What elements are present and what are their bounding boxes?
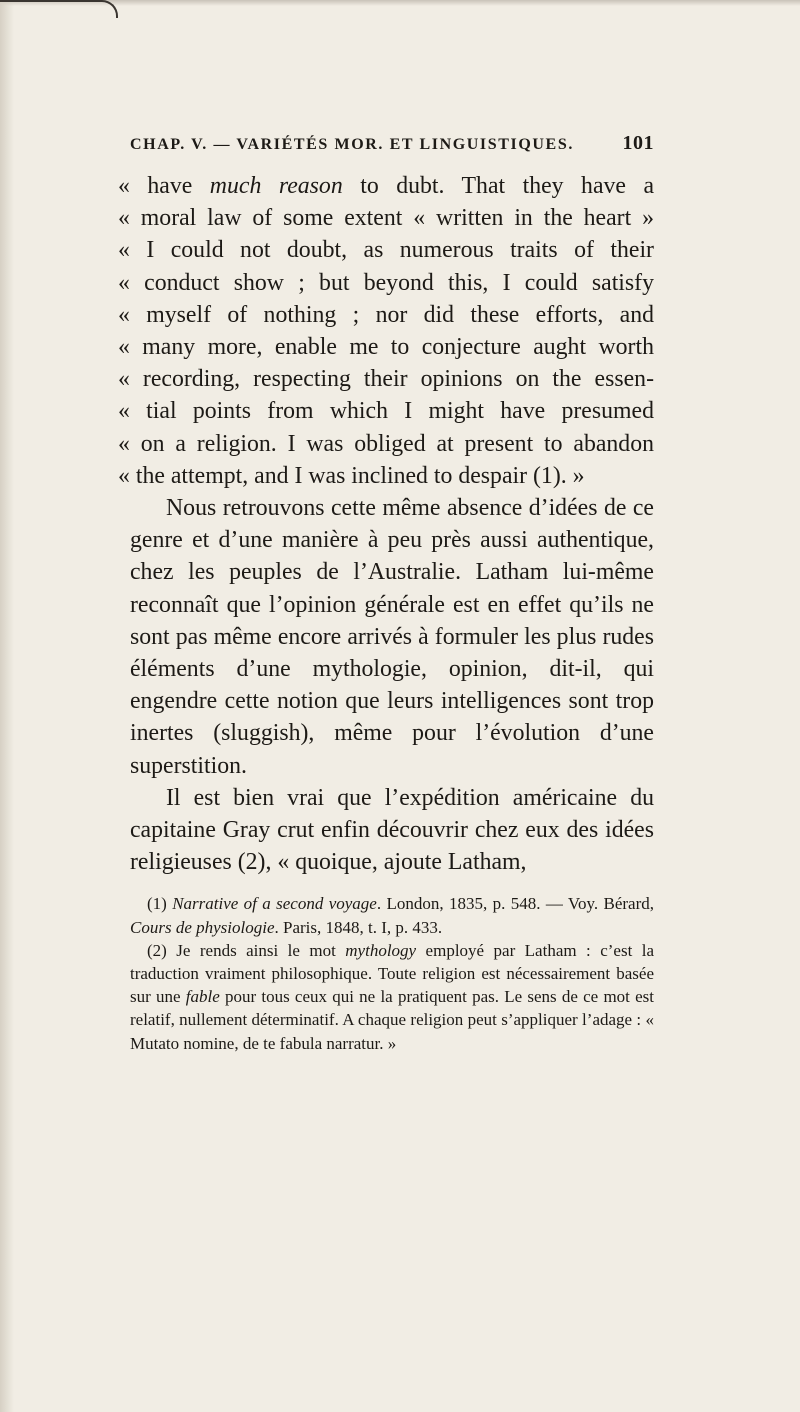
quote-line: « recording, respecting their opinions on the essen- (118, 366, 654, 393)
quote-line: « I could not doubt, as numerous traits of their (118, 237, 654, 264)
quote-line: « many more, enable me to conjecture aught worth (118, 334, 654, 361)
quote-line: « moral law of some extent « written in the heart » (118, 205, 654, 232)
main-text (118, 170, 655, 878)
english-quotation (118, 170, 655, 492)
footnote-title: Narrative of a second voyage (172, 894, 377, 914)
book-page (118, 132, 655, 1055)
paragraph-gray-expedition: Il est bien vrai que l’expédition américaine du capitaine Gray crut enfin découvrir chez eux des idées religieuses (2), « quoique, ajoute Latham, (130, 784, 654, 876)
scan-corner-mark (0, 0, 118, 18)
paragraph-australia: Nous retrouvons cette même absence d’idées de ce genre et d’une manière à peu près aussi authentique, chez les peuples de l’Australie. Latham lui-même reconnaît que l’opinion générale est en effet qu’ils ne sont pas même encore arrivés à formuler les plus rudes éléments d’une mythologie, opinion, dit-il, qui engendre cette notion que leurs intelligences sont trop inertes (sluggish), même pour l’évolution d’une superstition. (130, 495, 654, 779)
footnote-term-mythology: mythology (345, 940, 417, 960)
emphasis: much reason (209, 173, 343, 199)
quote-line: « on a religion. I was obliged at present to abandon (118, 430, 654, 457)
page-number: 101 (622, 132, 654, 154)
scan-shadow-left (0, 0, 14, 1412)
quote-line: « have much reason to dubt. That they have a (118, 173, 655, 199)
quote-line: « conduct show ; but beyond this, I could satisfy (118, 269, 654, 296)
footnote-2: (2) Je rends ainsi le mot mythology employé par Latham : c’est la traduction vraiment philosophique. Toute religion est nécessairement basée sur une fable pour tous ceux qui ne la pratiquent pas. Le sens de ce mot est relatif, nullement déterminatif. A chaque religion peut s’appliquer l’adage : « Mutato nomine, de te fabula narratur. » (130, 940, 654, 1053)
quote-line: « the attempt, and I was inclined to despair (1). » (118, 462, 585, 489)
footnotes (130, 892, 654, 1054)
footnote-1: (1) Narrative of a second voyage. London, 1835, p. 548. — Voy. Bérard, Cours de physiologie. Paris, 1848, t. I, p. 433. (130, 894, 654, 937)
scan-shadow-top (0, 0, 800, 6)
footnote-term-fable: fable (185, 987, 220, 1007)
footnote-work: Cours de physiologie (130, 917, 275, 937)
quote-line: « myself of nothing ; nor did these efforts, and (118, 301, 654, 328)
quote-line: « tial points from which I might have presumed (118, 398, 654, 425)
running-head-title: CHAP. V. — VARIÉTÉS MOR. ET LINGUISTIQUES. (130, 136, 574, 153)
running-head (130, 132, 654, 162)
